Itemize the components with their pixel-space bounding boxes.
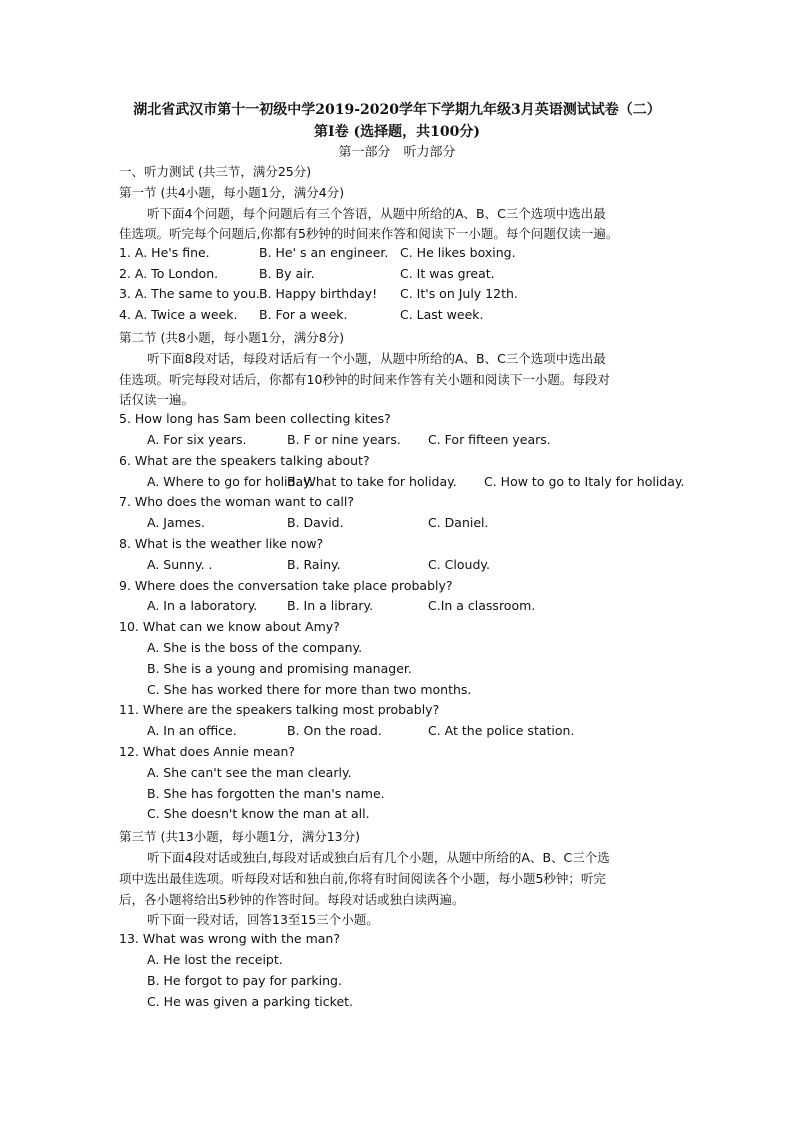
option-b: B. Rainy. (287, 557, 341, 572)
option-c: C. It's on July 12th. (400, 286, 518, 301)
option-c: C. Last week. (400, 307, 484, 322)
option-c: C. He likes boxing. (400, 245, 516, 260)
options-row (147, 598, 707, 616)
section3-instruction-2: 项中选出最佳选项。听每段对话和独白前,你将有时间阅读各个小题，每小题5秒钟；听完 (119, 871, 606, 886)
section2-instruction-2: 佳选项。听完每段对话后，你都有10秒钟的时间来作答有关小题和阅读下一小题。每段对 (119, 372, 610, 387)
option-b: B. F or nine years. (287, 432, 401, 447)
section2-instruction-1: 听下面8段对话，每段对话后有一个小题，从题中所给的A、B、C三个选项中选出最 (147, 351, 606, 366)
options-row (147, 515, 707, 533)
question-8: 8. What is the weather like now? (119, 536, 324, 551)
option-c: C. Daniel. (428, 515, 489, 530)
option-c: C. She has worked there for more than two months. (147, 682, 472, 697)
option-c: C. At the police station. (428, 723, 575, 738)
options-row (147, 557, 707, 575)
section1-heading: 第一节 (共4小题，每小题1分，满分4分) (119, 185, 345, 200)
option-a: 2. A. To London. (119, 266, 219, 281)
options-row (147, 723, 707, 741)
option-a: A. Where to go for holiday. (147, 474, 313, 489)
question-11: 11. Where are the speakers talking most probably? (119, 702, 440, 717)
option-c: C.In a classroom. (428, 598, 536, 613)
option-a: A. For six years. (147, 432, 247, 447)
question-5: 5. How long has Sam been collecting kites? (119, 411, 391, 426)
part-heading: 第一部分 听力部分 (338, 145, 456, 160)
listening-heading: 一、听力测试 (共三节，满分25分) (119, 164, 312, 179)
option-b: B. On the road. (287, 723, 382, 738)
question-row (119, 286, 679, 304)
option-c: C. He was given a parking ticket. (147, 994, 354, 1009)
section3-heading: 第三节 (共13小题，每小题1分，满分13分) (119, 829, 360, 844)
section2-instruction-3: 话仅读一遍。 (119, 392, 195, 407)
question-row (119, 266, 679, 284)
option-b: B. What to take for holiday. (287, 474, 457, 489)
option-c: C. It was great. (400, 266, 495, 281)
option-b: B. He forgot to pay for parking. (147, 973, 342, 988)
option-a: 4. A. Twice a week. (119, 307, 238, 322)
option-a: A. In an office. (147, 723, 237, 738)
section1-instruction-2: 佳选项。听完每个问题后,你都有5秒钟的时间来作答和阅读下一小题。每个问题仅读一遍。 (119, 226, 619, 241)
option-a: A. He lost the receipt. (147, 952, 283, 967)
question-6: 6. What are the speakers talking about? (119, 453, 370, 468)
option-a: A. In a laboratory. (147, 598, 258, 613)
option-c: C. How to go to Italy for holiday. (484, 474, 685, 489)
question-row (119, 245, 679, 263)
option-a: 3. A. The same to you. (119, 286, 260, 301)
section2-heading: 第二节 (共8小题，每小题1分，满分8分) (119, 330, 345, 345)
question-row (119, 307, 679, 325)
option-b: B. She is a young and promising manager. (147, 661, 412, 676)
option-b: B. He' s an engineer. (259, 245, 389, 260)
option-c: C. Cloudy. (428, 557, 490, 572)
option-b: B. By air. (259, 266, 315, 281)
option-c: C. She doesn't know the man at all. (147, 806, 370, 821)
section3-instruction-3: 后，各小题将给出5秒钟的作答时间。每段对话或独白读两遍。 (119, 892, 465, 907)
options-row (147, 474, 707, 492)
section3-instruction-1: 听下面4段对话或独白,每段对话或独白后有几个小题，从题中所给的A、B、C三个选 (147, 850, 610, 865)
option-b: B. She has forgotten the man's name. (147, 786, 385, 801)
option-b: B. For a week. (259, 307, 348, 322)
section3-instruction-4: 听下面一段对话，回答13至15三个小题。 (147, 912, 379, 927)
option-c: C. For fifteen years. (428, 432, 551, 447)
question-12: 12. What does Annie mean? (119, 744, 296, 759)
question-9: 9. Where does the conversation take place probably? (119, 578, 453, 593)
option-b: B. David. (287, 515, 344, 530)
option-a: A. James. (147, 515, 205, 530)
option-b: B. Happy birthday! (259, 286, 378, 301)
question-7: 7. Who does the woman want to call? (119, 494, 354, 509)
option-a: A. Sunny. . (147, 557, 213, 572)
page-title: 湖北省武汉市第十一初级中学2019-2020学年下学期九年级3月英语测试试卷（二） (133, 102, 661, 118)
option-a: 1. A. He's fine. (119, 245, 210, 260)
option-b: B. In a library. (287, 598, 374, 613)
question-10: 10. What can we know about Amy? (119, 619, 340, 634)
options-row (147, 432, 707, 450)
option-a: A. She is the boss of the company. (147, 640, 363, 655)
page-subtitle: 第Ⅰ卷 (选择题，共100分) (314, 124, 480, 140)
option-a: A. She can't see the man clearly. (147, 765, 352, 780)
section1-instruction-1: 听下面4个问题，每个问题后有三个答语，从题中所给的A、B、C三个选项中选出最 (147, 206, 606, 221)
question-13: 13. What was wrong with the man? (119, 931, 340, 946)
